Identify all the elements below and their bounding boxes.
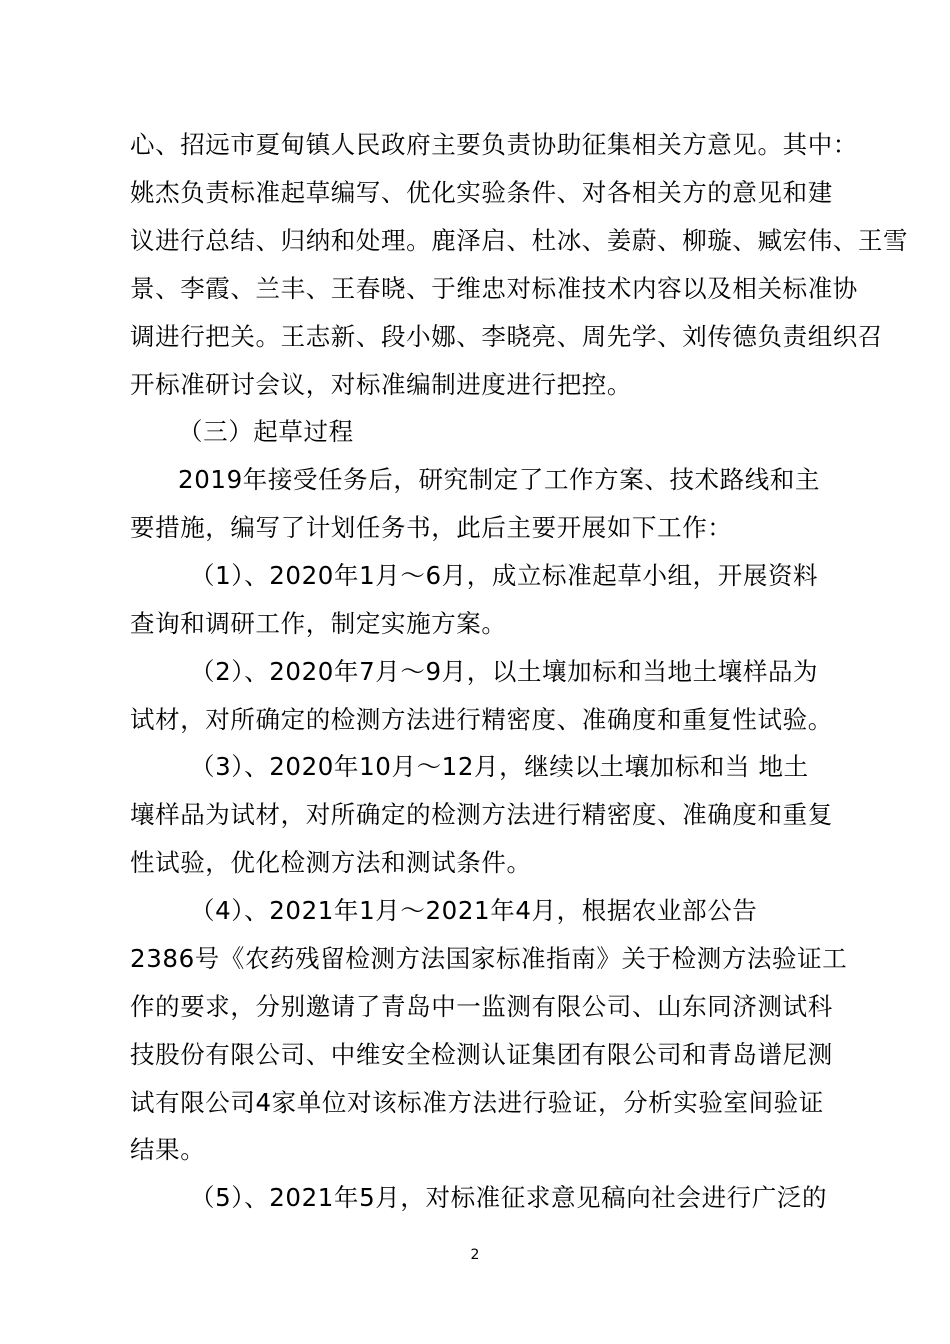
text-line-20: 技股份有限公司、中维安全检测认证集团有限公司和青岛谱尼测 — [130, 1040, 833, 1069]
text-line-14: （3）、2020年10月～12月，继续以土壤加标和当 地土 — [190, 752, 809, 781]
text-line-5: 调进行把关。王志新、段小娜、李晓亮、周先学、刘传德负责组织召 — [130, 322, 883, 351]
text-line-13: 试材，对所确定的检测方法进行精密度、准确度和重复性试验。 — [130, 705, 833, 734]
text-line-17: （4）、2021年1月～2021年4月，根据农业部公告 — [190, 896, 758, 925]
text-line-11: 查询和调研工作，制定实施方案。 — [130, 609, 507, 638]
section-heading: （三）起草过程 — [178, 417, 354, 446]
text-line-1: 心、招远市夏甸镇人民政府主要负责协助征集相关方意见。其中： — [130, 130, 858, 159]
text-line-16: 性试验，优化检测方法和测试条件。 — [130, 848, 532, 877]
text-line-2: 姚杰负责标准起草编写、优化实验条件、对各相关方的意见和建 — [130, 178, 833, 207]
page-number: 2 — [470, 1247, 480, 1263]
text-line-10: （1）、2020年1月～6月，成立标准起草小组，开展资料 — [190, 561, 819, 590]
text-line-6: 开标准研讨会议，对标准编制进度进行把控。 — [130, 370, 632, 399]
text-line-12: （2）、2020年7月～9月，以土壤加标和当地土壤样品为 — [190, 657, 819, 686]
text-line-21: 试有限公司4家单位对该标准方法进行验证，分析实验室间验证 — [130, 1088, 824, 1117]
text-line-15: 壤样品为试材，对所确定的检测方法进行精密度、准确度和重复 — [130, 800, 833, 829]
text-line-3: 议进行总结、归纳和处理。鹿泽启、杜冰、姜蔚、柳璇、臧宏伟、王雪 — [130, 226, 909, 255]
text-line-8: 2019年接受任务后，研究制定了工作方案、技术路线和主 — [178, 465, 821, 494]
text-line-18: 2386号《农药残留检测方法国家标准指南》关于检测方法验证工 — [130, 944, 848, 973]
text-line-22: 结果。 — [130, 1135, 206, 1164]
text-line-19: 作的要求，分别邀请了青岛中一监测有限公司、山东同济测试科 — [130, 992, 833, 1021]
text-line-4: 景、李霞、兰丰、王春晓、于维忠对标准技术内容以及相关标准协 — [130, 274, 858, 303]
text-line-9: 要措施，编写了计划任务书，此后主要开展如下工作： — [130, 513, 733, 542]
text-line-23: （5）、2021年5月，对标准征求意见稿向社会进行广泛的 — [190, 1183, 828, 1212]
